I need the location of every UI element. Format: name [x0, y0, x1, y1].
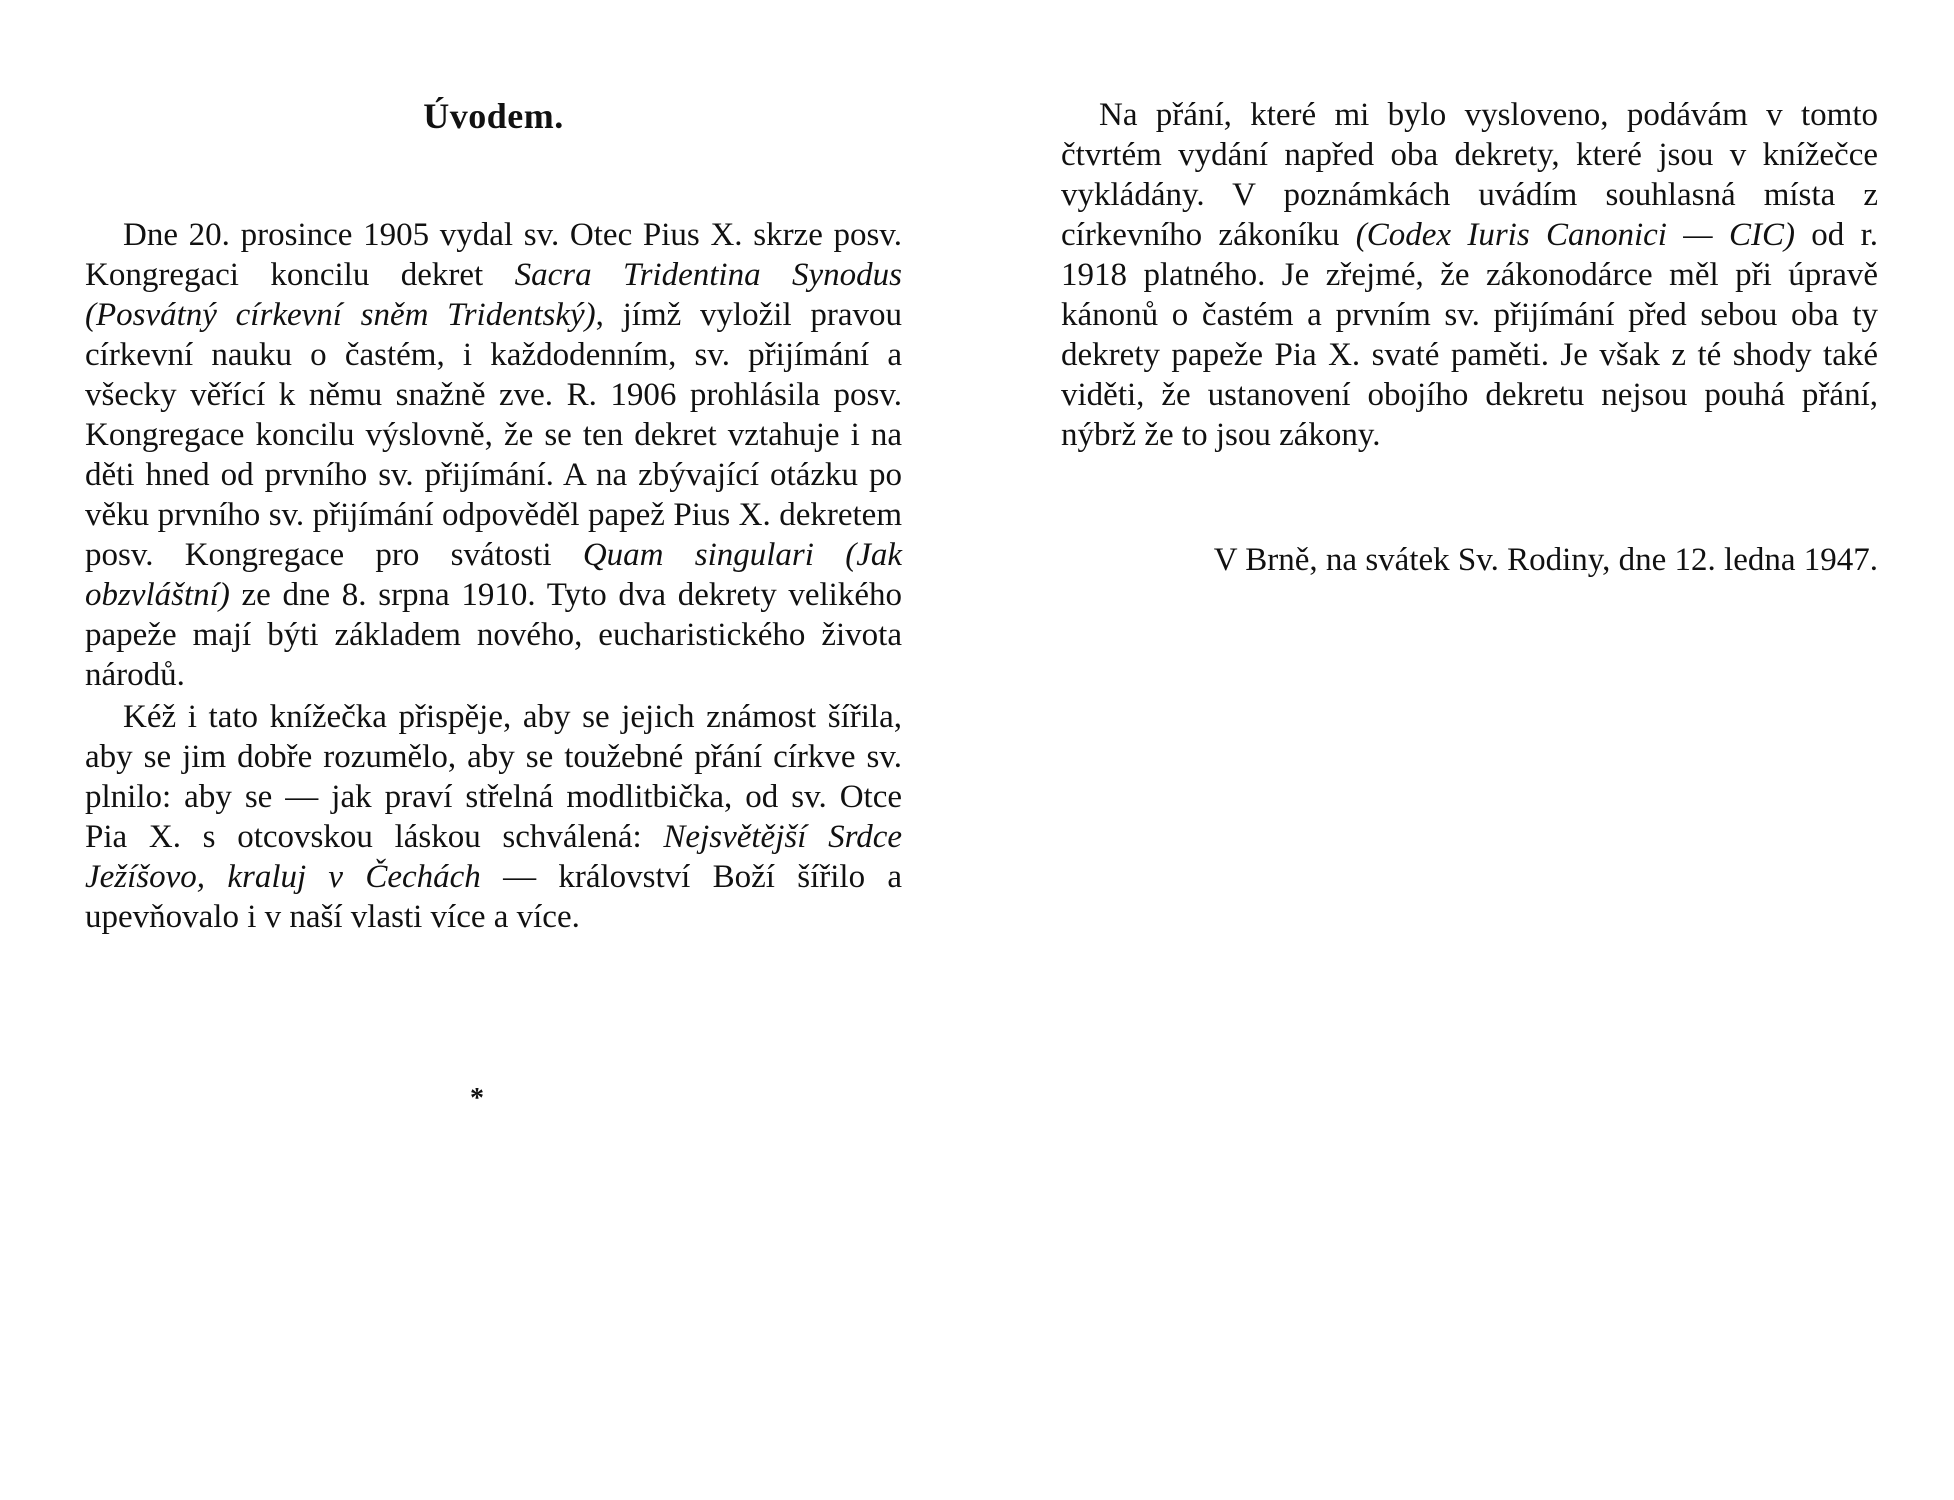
decree-title-sacra-tridentina: Sacra Tridentina Synodus (Posvátný církevní sněm Tridentský): [85, 257, 902, 333]
left-paragraph-2-text-1: Kéž i tato knížečka přispěje, aby se jejich známost šířila, aby se jim dobře rozumělo, aby se toužebné přání církve sv. plnilo: aby se — jak praví střelná modlitbička, od sv. Otce Pia X. s otcovskou láskou schválená:: [85, 699, 902, 855]
left-paragraph-2: [85, 697, 902, 937]
section-ornament: *: [470, 1083, 484, 1114]
right-paragraph-1: [1061, 95, 1878, 455]
left-paragraph-1: [85, 215, 902, 695]
codex-citation: (Codex Iuris Canonici — CIC): [1355, 217, 1795, 253]
decree-title-quam-singulari: Quam singulari (Jak obzvláštní): [85, 537, 903, 613]
left-paragraph-1-text-1: Dne 20. prosince 1905 vydal sv. Otec Pius X. skrze posv. Kongregaci koncilu dekret: [85, 217, 902, 293]
left-page-text: [85, 215, 902, 937]
right-paragraph-1-text-2: od r. 1918 platného. Je zřejmé, že zákonodárce měl při úpravě kánonů o častém a prvním sv. přijímání před sebou oba ty dekrety papeže Pia X. svaté paměti. Je však z té shody také viděti, že ustanovení obojího dekretu nejsou pouhá přání, nýbrž že to jsou zákony.: [1061, 217, 1878, 453]
right-page-text: [1061, 95, 1878, 455]
right-page: [977, 0, 1954, 1500]
left-paragraph-2-text-2: — království Boží šířilo a upevňovalo i v naší vlasti více a více.: [85, 859, 903, 935]
left-paragraph-1-text-3: ze dne 8. srpna 1910. Tyto dva dekrety velikého papeže mají býti základem nového, eucharistického života národů.: [85, 577, 902, 693]
date-signature: V Brně, na svátek Sv. Rodiny, dne 12. ledna 1947.: [1213, 542, 1878, 578]
left-paragraph-1-text-2: , jímž vyložil pravou církevní nauku o častém, i každodenním, sv. přijímání a všecky věřící k němu snažně zve. R. 1906 prohlásila posv. Kongregace koncilu výslovně, že se ten dekret vztahuje i na děti hned od prvního sv. přijímání. A na zbývající otázku po věku prvního sv. přijímání odpověděl papež Pius X. dekretem posv. Kongregace pro svátosti: [85, 297, 902, 573]
right-paragraph-1-text-1: Na přání, které mi bylo vysloveno, podávám v tomto čtvrtém vydání napřed oba dekrety, které jsou v knížečce vykládány. V poznámkách uvádím souhlasná místa z církevního zákoníku: [1061, 97, 1878, 253]
prayer-quote: Nejsvětější Srdce Ježíšovo, kraluj v Čechách: [85, 819, 902, 895]
page-title: Úvodem.: [423, 96, 564, 136]
